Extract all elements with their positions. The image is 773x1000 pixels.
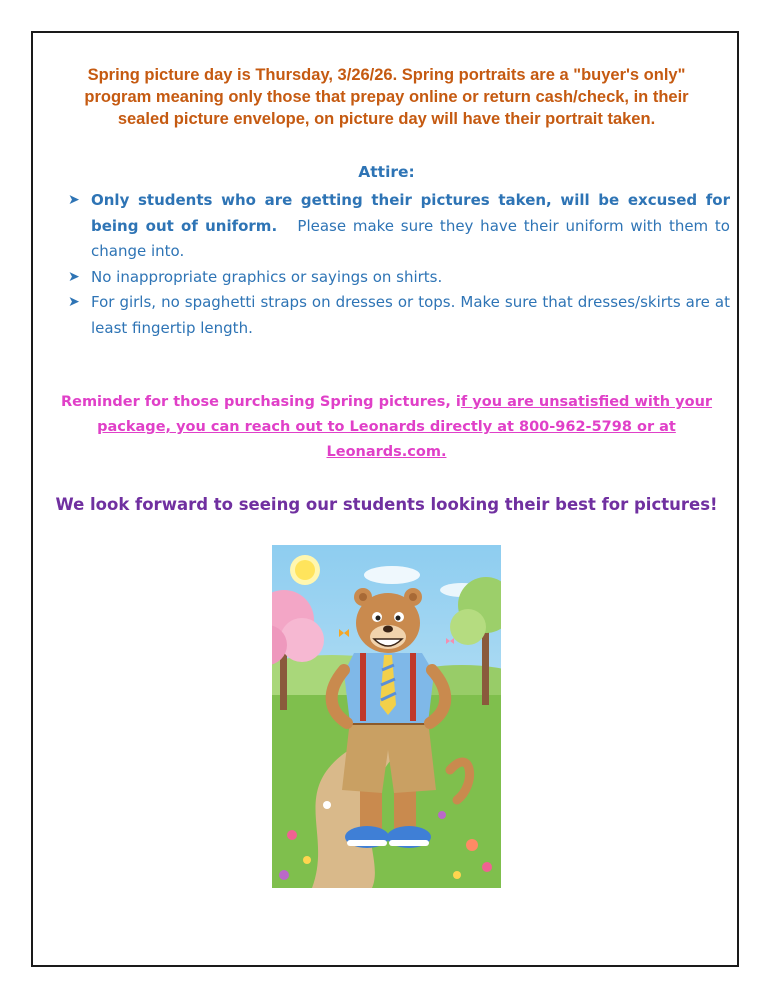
uniform-rule-bold: Only students who are getting their pictures taken, will be excused for being out of uniform.	[91, 191, 730, 235]
mascot-illustration	[272, 545, 501, 888]
reminder-paragraph	[55, 390, 718, 465]
graphics-rule-text: No inappropriate graphics or sayings on shirts.	[91, 267, 443, 286]
notice-line-2: program meaning only those that prepay online or return cash/check, in their	[84, 88, 689, 106]
arrow-bullet-icon: ➤	[68, 294, 80, 310]
closing-message: We look forward to seeing our students looking their best for pictures!	[55, 495, 718, 514]
uniform-rule-text: Please make sure they have their uniform with them to change into.	[91, 216, 730, 260]
notice-line-3: sealed picture envelope, on picture day will have their portrait taken.	[117, 110, 656, 128]
arrow-bullet-icon: ➤	[68, 268, 80, 285]
leonards-contact-link[interactable]: f you are unsatisfied with your package, you can reach out to Leonards directly at 800-962-5798 or at Leonards.com.	[97, 394, 713, 460]
girls-rule-text: For girls, no spaghetti straps on dresses or tops. Make sure that dresses/skirts are at least fingertip length.	[91, 293, 730, 337]
attire-item-uniform	[66, 188, 730, 265]
cougar-mascot-image	[272, 545, 501, 888]
attire-heading: Attire:	[358, 163, 415, 181]
notice-line-1: Spring picture day is Thursday, 3/26/26. Spring portraits are a "buyer's only"	[87, 66, 686, 84]
arrow-bullet-icon: ➤	[68, 192, 80, 208]
picture-day-notice	[40, 64, 733, 130]
reminder-lead: Reminder for those purchasing Spring pictures, i	[60, 394, 461, 410]
attire-item-girls	[66, 290, 730, 341]
attire-item-graphics	[66, 265, 730, 291]
attire-list	[66, 188, 730, 341]
